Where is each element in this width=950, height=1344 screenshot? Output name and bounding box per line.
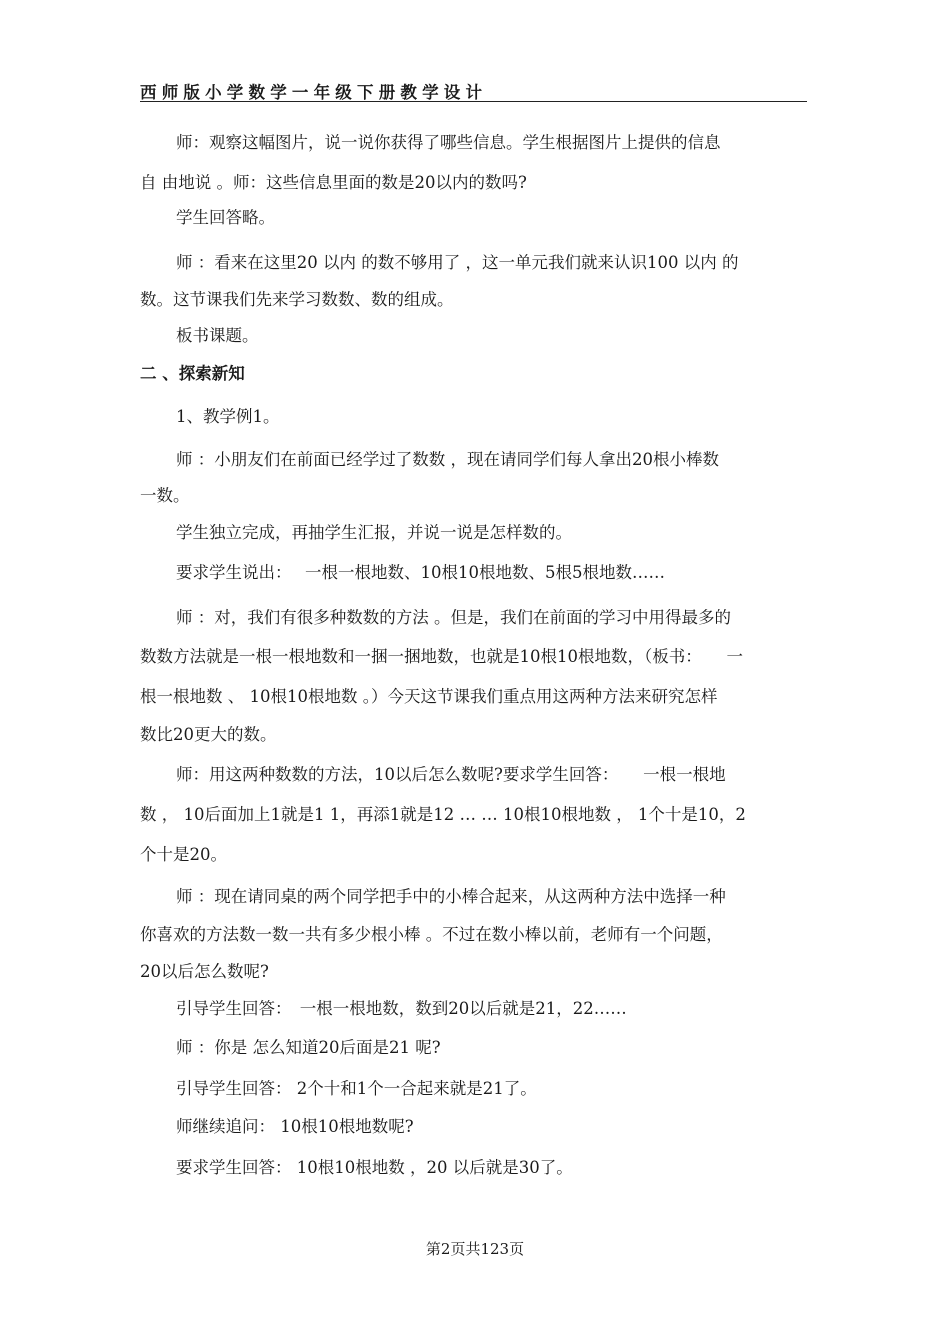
paragraph-line: 要求学生说出： 一根一根地数、10根10根地数、5根5根地数…… [176, 563, 665, 582]
running-header: 西师版小学数学一年级下册教学设计 [140, 84, 807, 102]
paragraph-line: 数比20更大的数。 [140, 725, 277, 744]
paragraph-line: 数。这节课我们先来学习数数、数的组成。 [140, 290, 454, 309]
paragraph-line: 20以后怎么数呢? [140, 962, 269, 981]
paragraph-line: 数 ， 10后面加上1就是1 1，再添1就是12 … … 10根10根地数 ， 1个十是10，2 [140, 805, 746, 824]
paragraph-line: 师继续追问： 10根10根地数呢? [176, 1117, 414, 1136]
section-heading: 二 、探索新知 [140, 364, 245, 383]
paragraph-line: 师 ：现在请同桌的两个同学把手中的小棒合起来，从这两种方法中选择一种 [176, 887, 726, 906]
paragraph-line: 师 ：你是 怎么知道20后面是21 呢? [176, 1038, 441, 1057]
paragraph-line: 板书课题。 [176, 326, 259, 345]
paragraph-line: 1、教学例1。 [176, 407, 280, 426]
paragraph-line: 根一根地数 、 10根10根地数 。）今天这节课我们重点用这两种方法来研究怎样 [140, 687, 718, 706]
paragraph-line: 引导学生回答： 2个十和1个一合起来就是21了。 [176, 1079, 537, 1098]
paragraph-line: 师：观察这幅图片，说一说你获得了哪些信息。学生根据图片上提供的信息 [176, 133, 721, 152]
paragraph-line: 自 由地说 。师：这些信息里面的数是20以内的数吗? [140, 173, 527, 192]
paragraph-line: 师 ：小朋友们在前面已经学过了数数 ，现在请同学们每人拿出20根小棒数 [176, 450, 719, 469]
paragraph-line: 师：用这两种数数的方法，10以后怎么数呢?要求学生回答： 一根一根地 [176, 765, 726, 784]
paragraph-line: 一数。 [140, 486, 190, 505]
page-number: 第2页共123页 [425, 1240, 525, 1258]
paragraph-line: 引导学生回答： 一根一根地数，数到20以后就是21，22…… [176, 999, 627, 1018]
paragraph-line: 要求学生回答： 10根10根地数 ，20 以后就是30了。 [176, 1158, 573, 1177]
paragraph-line: 师 ：看来在这里20 以内 的数不够用了 ，这一单元我们就来认识100 以内 的 [176, 253, 739, 272]
paragraph-line: 师 ：对，我们有很多种数数的方法 。但是，我们在前面的学习中用得最多的 [176, 608, 731, 627]
paragraph-line: 个十是20。 [140, 845, 227, 864]
paragraph-line: 数数方法就是一根一根地数和一捆一捆地数，也就是10根10根地数，（板书： 一 [140, 647, 743, 666]
paragraph-line: 你喜欢的方法数一数一共有多少根小棒 。不过在数小棒以前，老师有一个问题， [140, 925, 723, 944]
paragraph-line: 学生回答略。 [176, 208, 275, 227]
paragraph-line: 学生独立完成，再抽学生汇报，并说一说是怎样数的。 [176, 523, 572, 542]
